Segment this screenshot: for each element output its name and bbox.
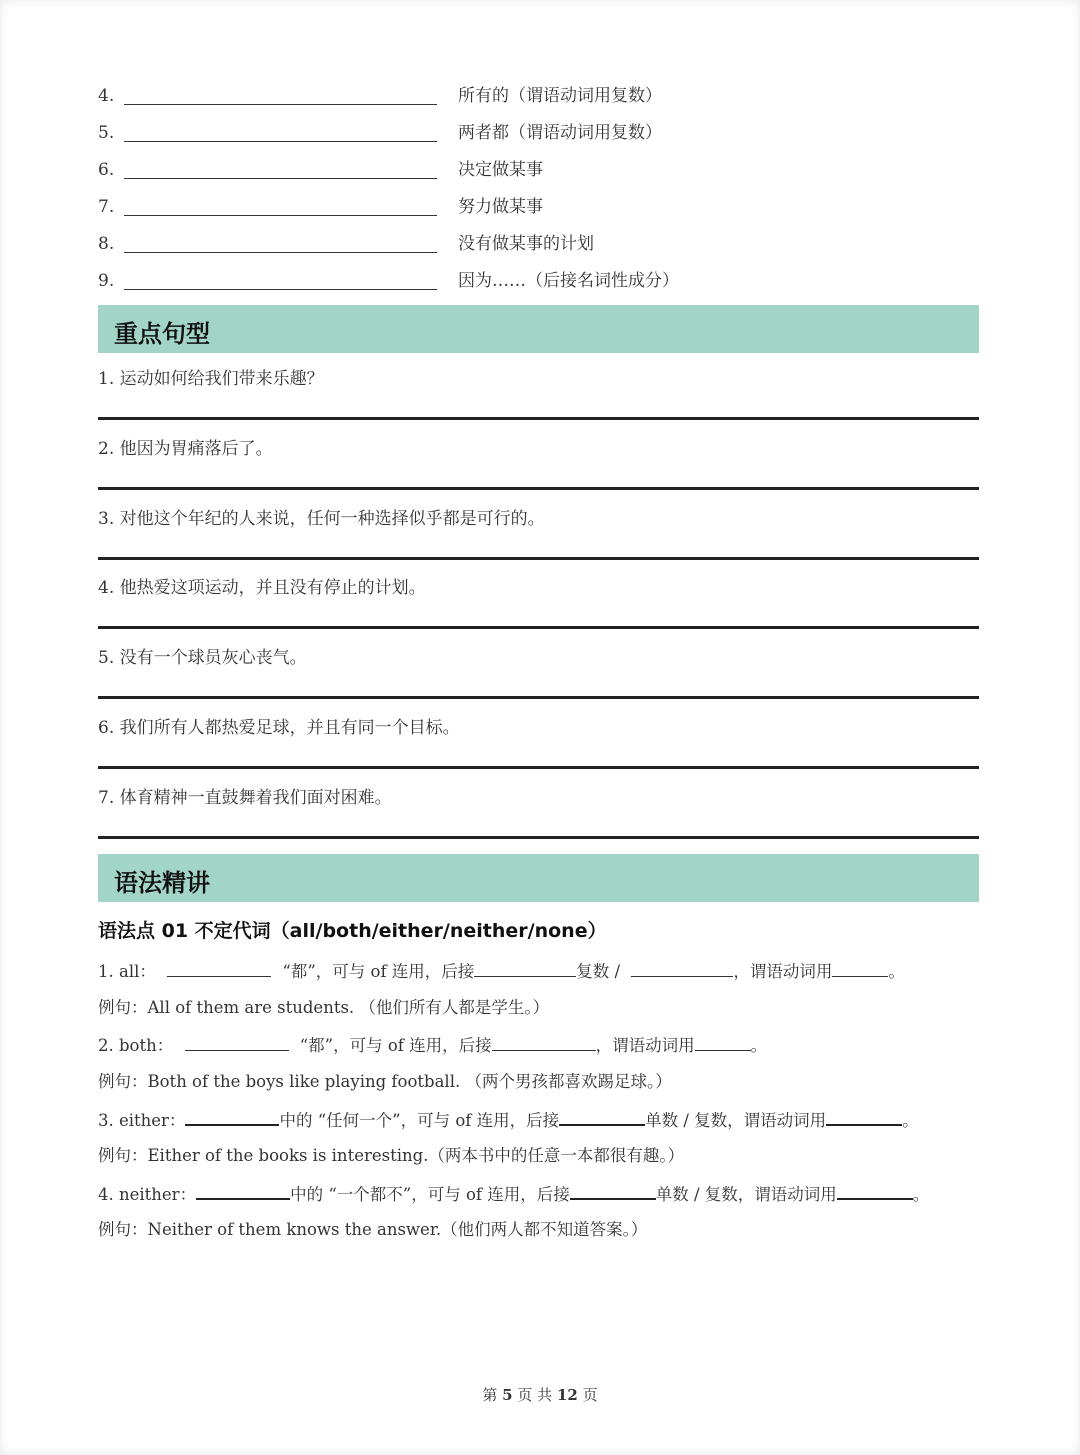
fill-blank[interactable]	[631, 958, 733, 977]
total-pages: 12	[556, 1386, 578, 1404]
section-header-key-sentences	[98, 305, 979, 353]
item-number: 6.	[98, 160, 115, 180]
fill-blank[interactable]	[185, 1106, 279, 1126]
vocab-row-4	[98, 83, 798, 113]
grammar-text: 复数 /	[576, 962, 621, 981]
answer-blank[interactable]	[124, 104, 437, 105]
section-title: 语法精讲	[114, 869, 210, 897]
fill-blank[interactable]	[559, 1106, 645, 1126]
item-number: 7.	[98, 197, 115, 217]
sentence-item-3	[98, 506, 979, 566]
answer-blank[interactable]	[124, 289, 437, 290]
vocab-hint: 两者都（谓语动词用复数）	[458, 123, 662, 143]
page-footer	[0, 1384, 1080, 1405]
answer-blank[interactable]	[124, 178, 437, 179]
grammar-label: 4. neither：	[98, 1185, 197, 1204]
grammar-text: 中的 “一个都不”，可与 of 连用，后接	[290, 1185, 570, 1204]
fill-blank[interactable]	[474, 958, 576, 977]
answer-blank[interactable]	[124, 215, 437, 216]
sentence-item-7	[98, 785, 979, 845]
answer-line[interactable]	[98, 487, 979, 490]
vocab-hint: 没有做某事的计划	[458, 234, 594, 254]
sentence-item-6	[98, 715, 979, 775]
page-number: 5	[502, 1386, 513, 1404]
item-number: 5.	[98, 123, 115, 143]
sentence-item-2	[98, 436, 979, 496]
grammar-text: 中的 “任何一个”，可与 of 连用，后接	[279, 1111, 560, 1130]
answer-line[interactable]	[98, 766, 979, 769]
example-either: 例句：Either of the books is interesting.（两本书中的任意一本都很有趣。）	[98, 1146, 685, 1165]
item-number: 8.	[98, 234, 115, 254]
vocab-hint: 努力做某事	[458, 197, 543, 217]
item-number: 9.	[98, 271, 115, 291]
vocab-hint: 因为……（后接名词性成分）	[458, 271, 679, 291]
footer-pre: 第	[482, 1386, 498, 1404]
sentence-prompt: 3. 对他这个年纪的人来说，任何一种选择似乎都是可行的。	[98, 509, 545, 529]
answer-line[interactable]	[98, 836, 979, 839]
vocab-row-6	[98, 157, 798, 187]
vocab-hint: 所有的（谓语动词用复数）	[458, 86, 662, 106]
answer-line[interactable]	[98, 626, 979, 629]
answer-line[interactable]	[98, 696, 979, 699]
sentence-item-5	[98, 645, 979, 705]
fill-blank[interactable]	[826, 1106, 902, 1126]
vocab-row-5	[98, 120, 798, 150]
sentence-prompt: 5. 没有一个球员灰心丧气。	[98, 648, 307, 668]
section-title: 重点句型	[114, 320, 210, 348]
sentence-prompt: 1. 运动如何给我们带来乐趣？	[98, 369, 324, 389]
sentence-item-1	[98, 366, 979, 426]
grammar-text: 。	[902, 1111, 919, 1130]
sentence-prompt: 6. 我们所有人都热爱足球，并且有同一个目标。	[98, 718, 460, 738]
grammar-text: ，谓语动词用	[595, 1036, 695, 1055]
grammar-text: 。	[888, 962, 905, 981]
grammar-point-heading: 语法点 01 不定代词（all/both/either/neither/none）	[98, 920, 607, 942]
grammar-text: 。	[750, 1036, 768, 1055]
grammar-label: 1. all：	[98, 962, 156, 981]
answer-line[interactable]	[98, 417, 979, 420]
grammar-label: 3. either：	[98, 1111, 186, 1130]
answer-blank[interactable]	[124, 252, 437, 253]
answer-line[interactable]	[98, 557, 979, 560]
vocab-row-7	[98, 194, 798, 224]
fill-blank[interactable]	[185, 1032, 289, 1051]
vocab-row-9	[98, 268, 798, 298]
fill-blank[interactable]	[832, 958, 888, 977]
grammar-item-either	[98, 1106, 919, 1134]
section-header-grammar	[98, 854, 979, 902]
example-neither: 例句：Neither of them knows the answer.（他们两人都不知道答案。）	[98, 1220, 648, 1239]
grammar-item-both	[98, 1032, 767, 1059]
fill-blank[interactable]	[167, 958, 271, 977]
footer-mid: 页 共	[517, 1386, 553, 1404]
fill-blank[interactable]	[695, 1032, 751, 1051]
sentence-prompt: 2. 他因为胃痛落后了。	[98, 439, 273, 459]
fill-blank[interactable]	[570, 1180, 656, 1200]
fill-blank[interactable]	[837, 1180, 913, 1200]
grammar-text: ，谓语动词用	[733, 962, 833, 981]
footer-post: 页	[582, 1386, 598, 1404]
grammar-label: 2. both：	[98, 1036, 174, 1055]
sentence-item-4	[98, 575, 979, 635]
grammar-item-neither	[98, 1180, 929, 1208]
example-all: 例句：All of them are students. （他们所有人都是学生。）	[98, 998, 550, 1017]
grammar-item-all	[98, 958, 905, 985]
item-number: 4.	[98, 86, 115, 106]
example-both: 例句：Both of the boys like playing football. （两个男孩都喜欢踢足球。）	[98, 1072, 672, 1091]
fill-blank[interactable]	[492, 1032, 596, 1051]
sentence-prompt: 7. 体育精神一直鼓舞着我们面对困难。	[98, 788, 392, 808]
grammar-text: “都”，可与 of 连用，后接	[299, 1036, 492, 1055]
grammar-text: 。	[912, 1185, 930, 1204]
fill-blank[interactable]	[196, 1180, 290, 1200]
grammar-text: 单数 / 复数，谓语动词用	[645, 1111, 827, 1130]
grammar-text: 单数 / 复数，谓语动词用	[655, 1185, 837, 1204]
sentence-prompt: 4. 他热爱这项运动，并且没有停止的计划。	[98, 578, 426, 598]
answer-blank[interactable]	[124, 141, 437, 142]
vocab-hint: 决定做某事	[458, 160, 543, 180]
vocab-row-8	[98, 231, 798, 261]
grammar-text: “都”，可与 of 连用，后接	[282, 962, 475, 981]
